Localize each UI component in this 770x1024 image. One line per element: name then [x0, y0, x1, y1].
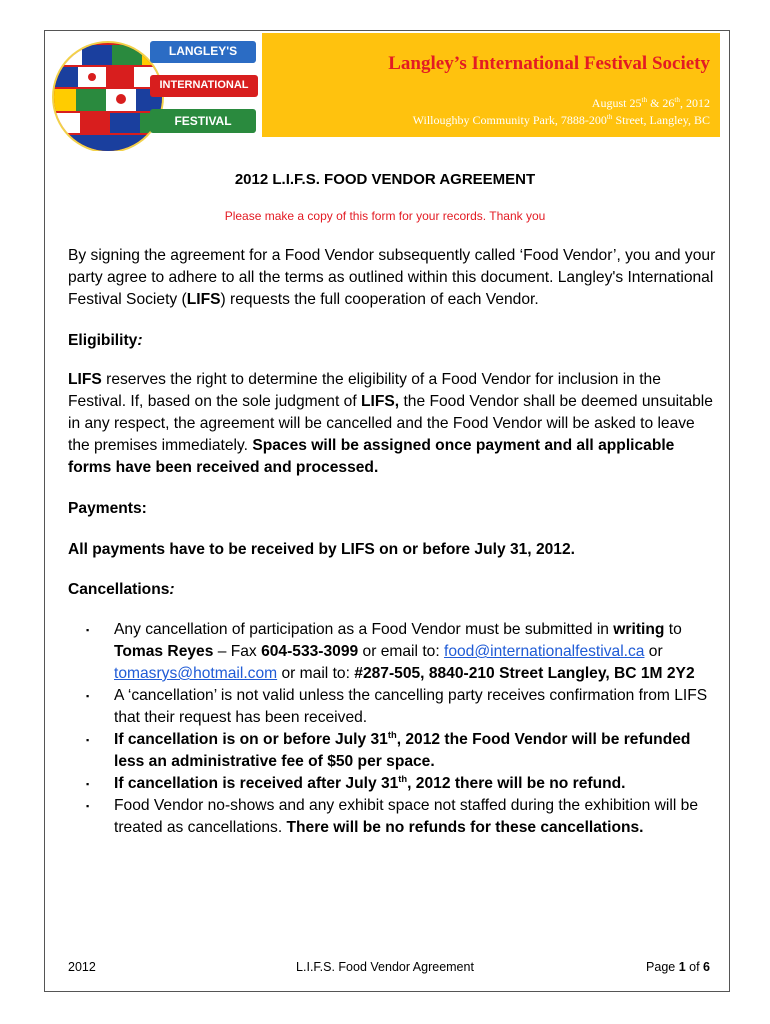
payments-paragraph: All payments have to be received by LIFS on or before July 31, 2012.: [68, 541, 575, 558]
footer-title: L.I.F.S. Food Vendor Agreement: [296, 960, 474, 974]
eligibility-paragraph: LIFS reserves the right to determine the eligibility of a Food Vendor for inclusion in the Festival. If, based on the sole judgment of LIFS, the Food Vendor shall be deemed unsuitable in any respect, the agreement will be cancelled and the Food Vendor will be asked to leave the premises immediately. Spaces will be assigned once payment and all applicable forms have been received and processed.: [68, 371, 713, 476]
list-item: ▪ If cancellation is received after July 31th, 2012 there will be no refund.: [68, 773, 718, 795]
cancellation-rules-list: [68, 619, 718, 839]
eligibility-heading: Eligibility:: [68, 332, 143, 349]
footer-year: 2012: [68, 960, 96, 974]
intro-paragraph: By signing the agreement for a Food Vendor subsequently called ‘Food Vendor’, you and your party agree to adhere to all the terms as outlined within this document. Langley's International Festival Society (LIFS) requests the full cooperation of each Vendor.: [68, 247, 716, 308]
festival-dates: August 25th & 26th, 2012: [591, 96, 710, 110]
copy-note: Please make a copy of this form for your records. Thank you: [224, 209, 546, 223]
festival-location: Willoughby Community Park, 7888-200th Street, Langley, BC: [412, 113, 710, 127]
header-banner: [262, 33, 720, 137]
document-title: 2012 L.I.F.S. FOOD VENDOR AGREEMENT: [234, 171, 536, 188]
logo-text-festival: FESTIVAL: [174, 114, 232, 128]
cancellations-heading: Cancellations:: [68, 581, 175, 598]
list-item: ▪ A ‘cancellation’ is not valid unless the cancelling party receives confirmation from LIFS that their request has been received.: [68, 685, 718, 729]
logo-text-international: INTERNATIONAL: [159, 79, 249, 91]
email-link-food[interactable]: food@internationalfestival.ca: [443, 643, 645, 660]
footer-page-number: Page 1 of 6: [646, 960, 710, 974]
list-item: ▪ Any cancellation of participation as a Food Vendor must be submitted in writing to Tomas Reyes – Fax 604-533-3099 or email to: food@internationalfestival.ca or tomasrys@hotmail.com or mail to: #287-505, 8840-210 Street Langley, BC 1M 2Y2: [68, 619, 718, 685]
list-item: ▪ If cancellation is on or before July 31th, 2012 the Food Vendor will be refunded less an administrative fee of $50 per space.: [68, 729, 718, 773]
society-title: Langley’s International Festival Society: [388, 53, 710, 74]
payments-heading: Payments:: [68, 500, 147, 517]
email-link-tomas[interactable]: tomasrys@hotmail.com: [114, 665, 278, 682]
logo-text-langleys: LANGLEY'S: [168, 44, 238, 58]
list-item: ▪ Food Vendor no-shows and any exhibit space not staffed during the exhibition will be treated as cancellations. There will be no refunds for these cancellations.: [68, 795, 718, 839]
festival-logo: [46, 33, 263, 151]
